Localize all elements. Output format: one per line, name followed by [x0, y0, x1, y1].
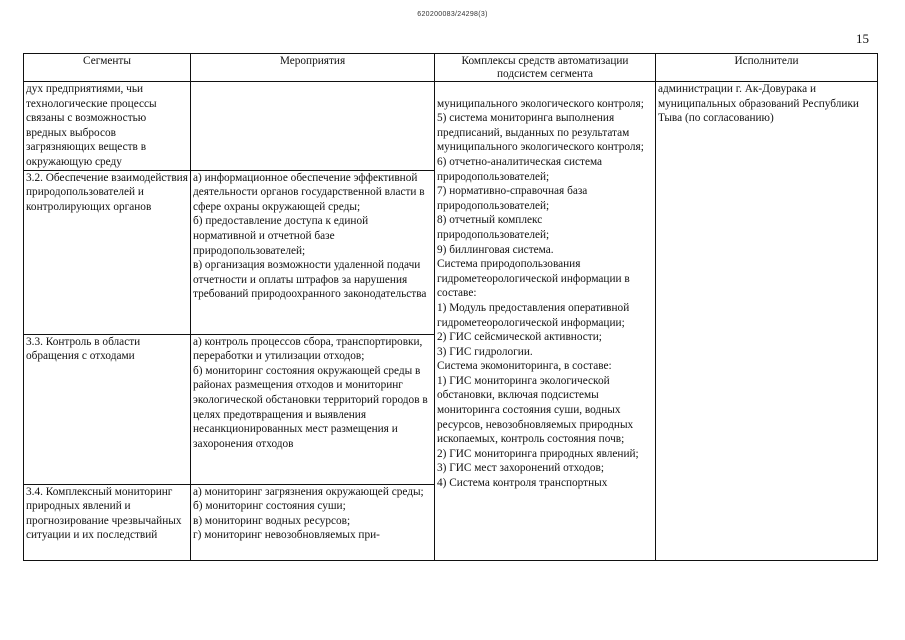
page-number: 15: [856, 31, 869, 46]
complexes-cell: [435, 82, 656, 561]
header-measures: Мероприятия: [191, 54, 435, 82]
segment-cell: дух предприятиями, чьи технологические процессы связаны с возможностью вредных выбросов загрязняющих веществ в окружающую среду: [24, 82, 191, 171]
header-segments: Сегменты: [24, 54, 191, 82]
measures-cell: а) мониторинг загрязнения окружающей среды; б) мониторинг состояния суши; в) мониторинг водных ресурсов; г) мониторинг невозобновляемых при-: [191, 484, 435, 560]
table-header-row: [24, 54, 878, 82]
document-id: 620200083/24298(3): [417, 11, 488, 18]
segment-cell: 3.2. Обеспечение взаимодействия природопользователей и контролирующих органов: [24, 170, 191, 334]
complexes-text: муниципального экологического контроля; 5) система мониторинга выполнения предписаний, выданных по результатам муниципального экологического контроля; 6) отчетно-аналитическая система природопользователей; 7) нормативно-справочная база природопользователей; 8) отчетный комплекс природопользователей; 9) биллинговая система. Система природопользования гидрометеорологической информации в составе: 1) Модуль предоставления оперативной гидрометеорологической информации; 2) ГИС сейсмической активности; 3) ГИС гидрологии. Система экомониторинга, в составе: 1) ГИС мониторинга экологической обстановки, включая подсистемы мониторинга состояния суши, водных ресурсов, невозобновляемых природных ископаемых, контроль состояния почв; 2) ГИС мониторинга природных явлений; 3) ГИС мест захоронений отходов; 4) Система контроля транспортных: [437, 97, 644, 490]
measures-cell: а) контроль процессов сбора, транспортировки, переработки и утилизации отходов; б) мониторинг состояния окружающей среды в районах размещения отходов и мониторинг экологической обстановки территорий городов в целях предотвращения и выявления несанкционированных мест размещения и захоронения отходов: [191, 334, 435, 484]
table-row: [24, 82, 878, 171]
segment-cell: 3.3. Контроль в области обращения с отходами: [24, 334, 191, 484]
executors-text: администрации г. Ак-Довурака и муниципальных образований Республики Тыва (по согласованию): [658, 83, 859, 125]
segments-table: [23, 53, 878, 561]
segment-cell: 3.4. Комплексный мониторинг природных явлений и прогнозирование чрезвычайных ситуации и их последствий: [24, 484, 191, 560]
header-complexes: Комплексы средств автоматизации подсистем сегмента: [435, 54, 656, 82]
header-executors: Исполнители: [656, 54, 878, 82]
measures-cell: а) информационное обеспечение эффективной деятельности органов государственной власти в сфере охраны окружающей среды; б) предоставление доступа к единой нормативной и отчетной базе природопользователей; в) организация возможности удаленной подачи отчетности и оплаты штрафов за нарушения требований природоохранного законодательства: [191, 170, 435, 334]
executors-cell: [656, 82, 878, 561]
measures-cell: [191, 82, 435, 171]
